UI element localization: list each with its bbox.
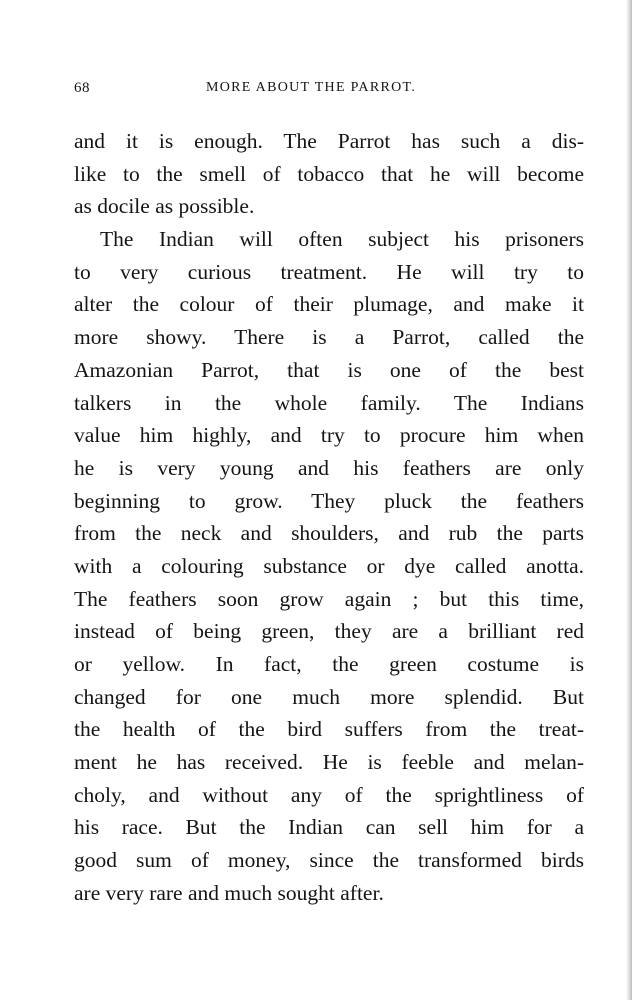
text-line: his race. But the Indian can sell him for a: [74, 815, 584, 840]
text-line: like to the smell of tobacco that he will become: [74, 161, 584, 186]
text-line: choly, and without any of the sprightliness of: [74, 782, 584, 807]
running-head: MORE ABOUT THE PARROT.: [206, 80, 417, 95]
text-line: with a colouring substance or dye called anotta.: [74, 553, 584, 578]
page-edge-shadow: [626, 0, 632, 1000]
text-line: The Indian will often subject his prisoners: [100, 227, 584, 252]
text-line: are very rare and much sought after.: [74, 880, 384, 905]
body-text: [74, 125, 584, 910]
text-line: changed for one much more splendid. But: [74, 684, 584, 709]
text-line: he is very young and his feathers are only: [74, 455, 584, 480]
text-line: more showy. There is a Parrot, called the: [74, 325, 584, 350]
text-line: The feathers soon grow again ; but this time,: [74, 586, 584, 611]
text-line: value him highly, and try to procure him when: [74, 423, 584, 448]
page-header: [74, 80, 582, 102]
text-line: alter the colour of their plumage, and make it: [74, 292, 584, 317]
text-line: good sum of money, since the transformed birds: [74, 848, 584, 873]
text-line: Amazonian Parrot, that is one of the best: [74, 357, 584, 382]
text-line: talkers in the whole family. The Indians: [74, 390, 584, 415]
text-line: beginning to grow. They pluck the feathers: [74, 488, 584, 513]
text-line: or yellow. In fact, the green costume is: [74, 652, 584, 676]
page-number: 68: [74, 80, 90, 96]
text-line: ment he has received. He is feeble and melan-: [74, 750, 584, 775]
text-line: and it is enough. The Parrot has such a dis-: [74, 129, 584, 153]
text-line: instead of being green, they are a brilliant red: [74, 619, 584, 644]
text-line: from the neck and shoulders, and rub the parts: [74, 521, 584, 546]
text-line: to very curious treatment. He will try to: [74, 259, 584, 284]
text-line: the health of the bird suffers from the treat-: [74, 717, 584, 742]
text-line: as docile as possible.: [74, 194, 255, 219]
